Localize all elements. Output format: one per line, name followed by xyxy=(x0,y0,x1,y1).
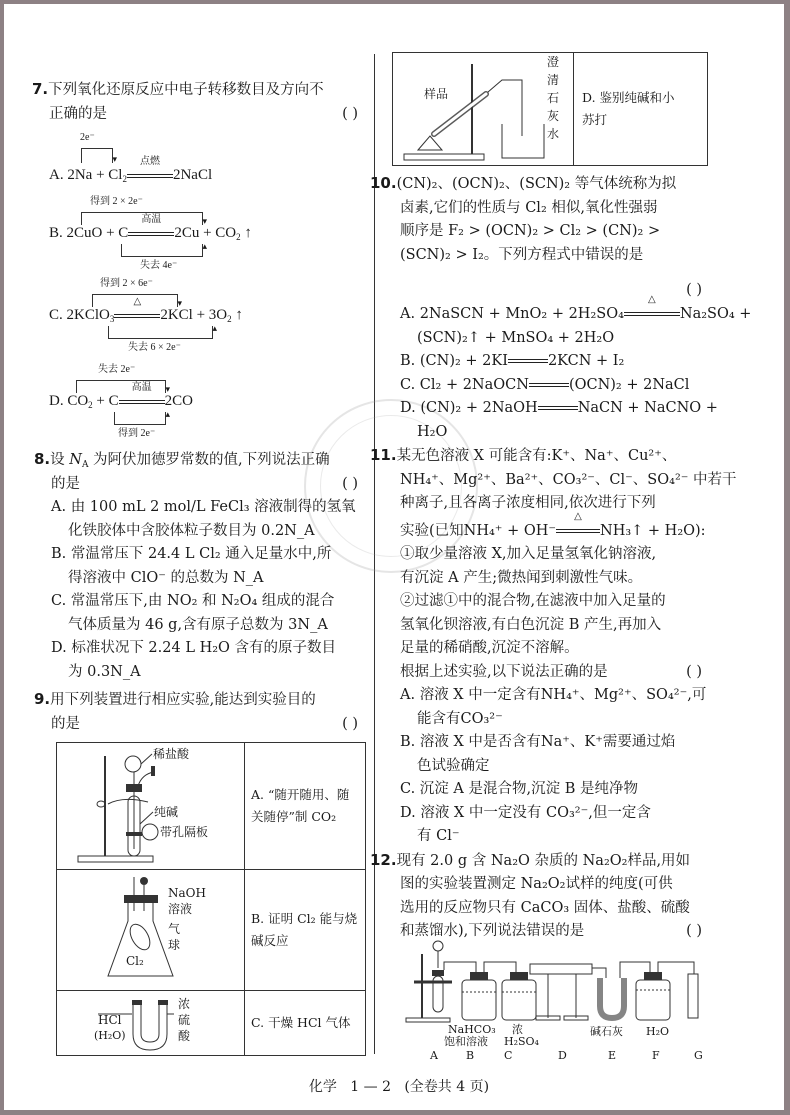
option-text: A. 由 100 mL 2 mol/L FeCl₃ 溶液制得的氢氧 xyxy=(51,499,356,515)
products: 2CO xyxy=(164,393,193,409)
step-text: 氢氧化钡溶液,有白色沉淀 B 产生,再加入 xyxy=(400,616,662,633)
option-d-equation xyxy=(32,362,366,446)
figure-label: 浓 xyxy=(512,1023,523,1036)
apparatus-figure-b xyxy=(57,870,245,991)
page-footer xyxy=(4,1076,790,1096)
figure-label: NaHCO₃ xyxy=(448,1023,496,1036)
option-d-desc[interactable] xyxy=(574,53,708,166)
option-text: 能含有CO₃²⁻ xyxy=(417,710,503,727)
option-a-desc[interactable] xyxy=(245,743,366,870)
option-text: B. 证明 Cl₂ 能与烧 xyxy=(251,911,358,926)
figure-label: 酸 xyxy=(178,1029,191,1043)
option-text: 有 Cl⁻ xyxy=(417,828,460,844)
figure-label: Cl₂ xyxy=(126,954,144,968)
table-row xyxy=(57,743,366,870)
figure-letter: F xyxy=(652,1049,660,1062)
option-c[interactable] xyxy=(370,778,702,802)
step-text: 有沉淀 A 产生;微热闻到刺激性气味。 xyxy=(400,569,643,586)
question-stem: NH₄⁺、Mg²⁺、Ba²⁺、CO₃²⁻、Cl⁻、SO₄²⁻ 中若干 xyxy=(400,471,737,488)
total-pages: (全卷共 4 页) xyxy=(404,1079,490,1095)
step-text: 足量的稀硝酸,沉淀不溶解。 xyxy=(400,640,579,656)
gain-label: 得到 2 × 6e⁻ xyxy=(100,278,153,289)
question-stem: 实验(已知NH₄⁺ + OH⁻ xyxy=(400,522,557,539)
question-stem: (SCN)₂ > I₂。下列方程式中错误的是 xyxy=(400,246,644,263)
question-9 xyxy=(34,688,366,1056)
figure-label: 石 xyxy=(547,91,560,105)
left-column xyxy=(34,78,366,1056)
equals-sign xyxy=(127,155,173,182)
question-stem: NH₃↑ + H₂O): xyxy=(600,522,706,539)
option-text: C. 常温常压下,由 NO₂ 和 N₂O₄ 组成的混合 xyxy=(51,593,335,609)
subscript: 2 xyxy=(88,400,93,410)
option-d[interactable] xyxy=(34,637,366,684)
question-stem: 的是 xyxy=(51,475,80,492)
products: 2KCl + 3O xyxy=(160,307,228,323)
option-b-equation xyxy=(32,184,366,276)
products: (SCN)₂↑ + MnSO₄ + 2H₂O xyxy=(417,329,615,346)
u-tube-icon xyxy=(58,992,243,1054)
loss-label: 失去 6 × 2e⁻ xyxy=(128,342,181,353)
figure-letter: E xyxy=(608,1049,617,1062)
loss-arrow xyxy=(121,244,203,257)
apparatus-figure-d xyxy=(393,53,574,166)
condition: △ xyxy=(133,295,142,307)
question-stem: 某无色溶液 X 可能含有:K⁺、Na⁺、Cu²⁺、 xyxy=(396,448,677,464)
option-text: B. 溶液 X 中是否含有Na⁺、K⁺需要通过焰 xyxy=(400,734,676,750)
option-text: D. 鉴别纯碱和小 xyxy=(582,90,675,105)
option-text: C. 沉淀 A 是混合物,沉淀 B 是纯净物 xyxy=(400,781,638,797)
products: H₂O xyxy=(417,423,448,440)
question-12 xyxy=(370,849,702,944)
question-stem: 卤素,它们的性质与 Cl₂ 相似,氧化性强弱 xyxy=(400,199,658,216)
option-text: A. 溶液 X 中一定含有NH₄⁺、Mg²⁺、SO₄²⁻,可 xyxy=(400,687,707,703)
question-7 xyxy=(32,78,366,446)
gas-arrow: ↑ xyxy=(244,225,252,241)
figure-label: 稀盐酸 xyxy=(153,747,190,761)
figure-label: 气 xyxy=(168,922,181,936)
figure-label: 浓 xyxy=(178,997,191,1011)
right-column xyxy=(370,172,752,944)
condition: △ xyxy=(648,294,656,305)
figure-label: 硫 xyxy=(178,1013,191,1027)
equals-sign xyxy=(556,510,600,537)
question-stem: 为阿伏加德罗常数的值,下列说法正确 xyxy=(88,452,330,468)
reactants: C. Cl₂ + 2NaOCN xyxy=(400,376,529,393)
apparatus-table-continued xyxy=(392,52,708,166)
reactants: A. 2NaSCN + MnO₂ + 2H₂SO₄ xyxy=(400,306,624,322)
question-stem: 图的实验装置测定 Na₂O₂试样的纯度(可供 xyxy=(400,876,673,892)
reactants: D. CO xyxy=(49,393,89,409)
answer-paren: ( ) xyxy=(342,105,358,122)
question-number: 7. xyxy=(32,80,49,98)
reactants: C. 2KClO xyxy=(49,307,110,323)
question-10 xyxy=(370,172,752,444)
answer-paren: ( ) xyxy=(686,663,702,680)
question-number: 12. xyxy=(370,850,397,869)
option-b[interactable] xyxy=(370,731,702,778)
heating-tube-icon xyxy=(394,54,572,164)
option-b[interactable] xyxy=(34,543,366,590)
question-stem: 设 xyxy=(50,452,70,468)
kipp-apparatus-icon xyxy=(58,744,243,868)
figure-label: 纯碱 xyxy=(154,805,179,819)
equals-sign xyxy=(529,379,569,391)
figure-label: 碱石灰 xyxy=(590,1025,623,1038)
reactants: + C xyxy=(92,393,119,409)
option-text: 化铁胶体中含胶体粒子数目为 0.2N_A xyxy=(68,522,315,539)
answer-paren: ( ) xyxy=(342,475,358,492)
reactants: B. (CN)₂ + 2KI xyxy=(400,353,508,369)
condition: 高温 xyxy=(131,381,152,393)
answer-paren: ( ) xyxy=(686,923,702,939)
constant-symbol: N xyxy=(69,452,82,468)
option-a[interactable] xyxy=(370,684,707,731)
figure-letter: C xyxy=(504,1049,513,1062)
option-c-desc[interactable] xyxy=(245,991,366,1056)
reactants: D. (CN)₂ + 2NaOH xyxy=(400,400,538,416)
reactants: B. 2CuO + C xyxy=(49,225,129,241)
option-text: D. 标准状况下 2.24 L H₂O 含有的原子数目 xyxy=(51,640,337,656)
option-c[interactable] xyxy=(34,590,366,637)
equals-sign xyxy=(128,213,174,240)
option-text: 为 0.3N_A xyxy=(68,663,141,680)
subscript: 2 xyxy=(227,314,232,324)
option-d[interactable] xyxy=(370,397,718,444)
question-number: 8. xyxy=(34,450,51,468)
apparatus-table xyxy=(56,742,366,1056)
equals-sign xyxy=(119,381,165,408)
question-stem: 根据上述实验,以下说法正确的是 xyxy=(400,663,608,680)
figure-label: 澄 xyxy=(547,55,560,69)
subscript: 2 xyxy=(236,232,241,242)
option-a[interactable] xyxy=(34,496,366,543)
equals-sign xyxy=(538,402,578,414)
step-text: ②过滤①中的混合物,在滤液中加入足量的 xyxy=(400,593,666,609)
question-stem: 用下列装置进行相应实验,能达到实验目的 xyxy=(50,692,316,708)
products: Na₂SO₄ + xyxy=(679,306,752,322)
figure-label: HCl xyxy=(98,1013,122,1027)
option-c[interactable] xyxy=(370,374,702,398)
flask-balloon-icon xyxy=(58,871,243,989)
transfer-label: 2e⁻ xyxy=(80,132,95,143)
loss-label: 失去 4e⁻ xyxy=(140,260,178,271)
figure-label: 水 xyxy=(547,127,560,141)
figure-letter: G xyxy=(694,1049,703,1062)
question-stem: (CN)₂、(OCN)₂、(SCN)₂ 等气体统称为拟 xyxy=(396,176,677,192)
option-text: 气体质量为 46 g,含有原子总数为 3N_A xyxy=(68,616,328,633)
table-row xyxy=(57,870,366,991)
question-stem: 和蒸馏水),下列说法错误的是 xyxy=(400,923,585,939)
figure-label: 带孔隔板 xyxy=(160,825,209,839)
question-8 xyxy=(34,448,366,684)
question-stem: 选用的反应物只有 CaCO₃ 固体、盐酸、硫酸 xyxy=(400,899,690,916)
option-text: 关随停”制 CO₂ xyxy=(251,809,337,824)
option-text: 苏打 xyxy=(582,112,608,127)
gas-arrow: ↑ xyxy=(235,307,243,323)
gain-arrow xyxy=(114,412,166,425)
products: 2Cu + CO xyxy=(174,225,237,241)
reactants: A. 2Na + Cl xyxy=(49,167,123,183)
option-text: A. “随开随用、随 xyxy=(251,787,350,802)
figure-label: NaOH xyxy=(168,886,206,900)
figure-label: H₂SO₄ xyxy=(504,1035,539,1048)
option-a[interactable] xyxy=(370,294,752,350)
option-text: C. 干燥 HCl 气体 xyxy=(251,1015,351,1030)
question-number: 9. xyxy=(34,690,51,708)
question-stem: 下列氧化还原反应中电子转移数目及方向不 xyxy=(48,82,324,98)
products: 2NaCl xyxy=(172,167,213,183)
page-number: 1 — 2 xyxy=(350,1079,391,1095)
figure-label: 球 xyxy=(168,938,181,952)
question-stem: 正确的是 xyxy=(49,105,107,122)
table-row xyxy=(57,991,366,1056)
gain-label: 得到 2e⁻ xyxy=(118,428,156,439)
subscript: A xyxy=(81,460,89,470)
equals-sign xyxy=(114,295,160,322)
question-stem: 种离子,且各离子浓度相同,依次进行下列 xyxy=(400,495,656,511)
table-row xyxy=(393,53,708,166)
figure-letter: B xyxy=(466,1049,475,1062)
option-c-equation xyxy=(32,276,366,362)
condition: △ xyxy=(574,510,582,522)
transfer-arrow xyxy=(81,148,113,163)
option-a-equation xyxy=(32,126,366,184)
option-text: 色试验确定 xyxy=(417,757,490,774)
option-b-desc[interactable] xyxy=(245,870,366,991)
condition: 高温 xyxy=(141,213,162,225)
answer-paren: ( ) xyxy=(686,282,702,298)
products: 2KCN + I₂ xyxy=(547,353,625,369)
option-b[interactable] xyxy=(370,350,702,374)
loss-label: 失去 2e⁻ xyxy=(98,364,136,375)
figure-label: 清 xyxy=(547,73,560,87)
question-11 xyxy=(370,444,737,849)
figure-letter: A xyxy=(430,1049,438,1062)
equals-sign xyxy=(508,355,548,367)
answer-paren: ( ) xyxy=(342,715,358,732)
apparatus-figure-a xyxy=(57,743,245,870)
subscript: 2 xyxy=(122,174,127,184)
figure-label: 溶液 xyxy=(168,902,193,916)
equals-sign xyxy=(624,294,680,320)
figure-label: 样品 xyxy=(424,87,449,101)
loss-arrow xyxy=(108,326,213,339)
figure-label: (H₂O) xyxy=(94,1029,126,1042)
q12-apparatus-figure xyxy=(400,934,710,1064)
subject-label: 化学 xyxy=(308,1079,337,1095)
condition: 点燃 xyxy=(139,155,160,167)
question-stem: 顺序是 F₂ > (OCN)₂ > Cl₂ > (CN)₂ > xyxy=(400,223,661,239)
question-number: 10. xyxy=(370,174,397,192)
exam-page xyxy=(4,4,784,1110)
apparatus-figure-c xyxy=(57,991,245,1056)
question-stem: 的是 xyxy=(51,715,80,732)
option-d[interactable] xyxy=(370,802,702,849)
products: (OCN)₂ + 2NaCl xyxy=(568,376,690,393)
products: NaCN + NaCNO + xyxy=(577,400,718,416)
question-stem: 现有 2.0 g 含 Na₂O 杂质的 Na₂O₂样品,用如 xyxy=(396,852,691,869)
option-text: D. 溶液 X 中一定没有 CO₃²⁻,但一定含 xyxy=(400,804,651,821)
figure-label: 饱和溶液 xyxy=(444,1035,488,1048)
option-text: 得溶液中 ClO⁻ 的总数为 N_A xyxy=(68,569,264,586)
figure-letter: D xyxy=(558,1049,567,1062)
subscript: 3 xyxy=(109,314,115,324)
option-text: 碱反应 xyxy=(251,933,289,948)
gain-label: 得到 2 × 2e⁻ xyxy=(90,196,143,207)
question-number: 11. xyxy=(370,446,397,464)
option-text: B. 常温常压下 24.4 L Cl₂ 通入足量水中,所 xyxy=(51,546,332,562)
figure-label: H₂O xyxy=(646,1025,670,1038)
figure-label: 灰 xyxy=(547,109,560,123)
step-text: ①取少量溶液 X,加入足量氢氧化钠溶液, xyxy=(400,546,657,562)
